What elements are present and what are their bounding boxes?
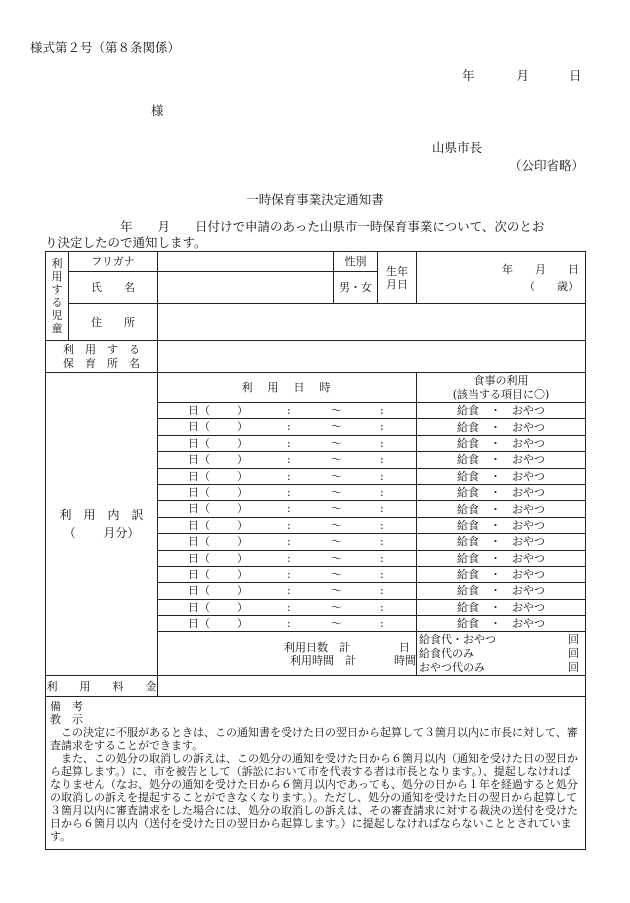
usage-tilde: ～	[331, 535, 342, 549]
usage-meal-choice[interactable]: 給食 ・ おやつ	[417, 501, 586, 517]
usage-day: 日（	[188, 420, 210, 434]
datetime-header: 利 用 日 時	[158, 373, 417, 403]
usage-datetime-cell[interactable]	[158, 452, 417, 468]
usage-start-colon: :	[287, 617, 291, 631]
usage-datetime-cell[interactable]	[158, 501, 417, 517]
usage-meal-choice[interactable]: 給食 ・ おやつ	[417, 435, 586, 451]
seal-note: （公印省略）	[509, 158, 585, 173]
usage-tilde: ～	[331, 584, 342, 598]
issue-date-line	[462, 66, 582, 84]
meal-count-cell	[417, 632, 586, 676]
usage-weekday-close: ）	[237, 551, 248, 565]
meal-both-label: 給食代・おやつ	[419, 632, 496, 646]
usage-weekday-close: ）	[237, 453, 248, 467]
usage-day: 日（	[188, 436, 210, 450]
usage-start-colon: :	[287, 420, 291, 434]
usage-weekday-close: ）	[237, 436, 248, 450]
usage-weekday-close: ）	[237, 502, 248, 516]
usage-datetime-cell[interactable]	[158, 599, 417, 615]
usage-end-colon: :	[380, 453, 384, 467]
usage-weekday-close: ）	[237, 567, 248, 581]
address-label: 住 所	[69, 304, 158, 341]
usage-end-colon: :	[380, 551, 384, 565]
usage-tilde: ～	[331, 617, 342, 631]
sex-options[interactable]: 男・女	[334, 272, 378, 304]
usage-datetime-cell[interactable]	[158, 583, 417, 599]
usage-datetime-cell[interactable]	[158, 517, 417, 533]
instruction-label: 教 示	[50, 713, 83, 727]
usage-tilde: ～	[331, 420, 342, 434]
usage-datetime-cell[interactable]	[158, 566, 417, 582]
usage-day: 日（	[188, 584, 210, 598]
usage-datetime-cell[interactable]	[158, 468, 417, 484]
date-year-label: 年	[462, 68, 475, 83]
meal-snack-label: おやつ代のみ	[419, 660, 485, 674]
form-number: 様式第２号（第８条関係）	[30, 40, 181, 55]
usage-datetime-cell[interactable]	[158, 616, 417, 632]
meal-snack-unit: 回	[568, 660, 579, 674]
usage-tilde: ～	[331, 600, 342, 614]
usage-end-colon: :	[380, 600, 384, 614]
usage-start-colon: :	[287, 502, 291, 516]
furigana-label: フリガナ	[69, 252, 158, 272]
usage-end-colon: :	[380, 404, 384, 417]
usage-weekday-close: ）	[237, 535, 248, 549]
meal-both-unit: 回	[568, 632, 579, 646]
decision-table	[45, 251, 586, 850]
usage-tilde: ～	[331, 469, 342, 483]
usage-start-colon: :	[287, 436, 291, 450]
usage-start-colon: :	[287, 404, 291, 417]
usage-start-colon: :	[287, 584, 291, 598]
usage-meal-choice[interactable]: 給食 ・ おやつ	[417, 403, 586, 419]
usage-tilde: ～	[331, 567, 342, 581]
usage-datetime-cell[interactable]	[158, 484, 417, 500]
notes-paragraph-2: また、この処分の取消しの訴えは、この処分の通知を受けた日から６箇月以内（通知を受けた日の翌日から起算します。）に、市を被告として（訴訟において市を代表する者は市長となります。）、提起しなければなりません（なお、処分の通知を受けた日から６箇月以内であっても、処分の日から１年を経過すると処分の取消しの訴えを提起することができなくなります。）。ただし、処分の通知を受けた日の翌日から起算して３箇月以内に審査請求をした場合には、処分の取消しの訴えは、その審査請求に対する裁決の送付を受けた日から６箇月以内（送付を受けた日の翌日から起算します。）に提起しなければならないこととされています。	[50, 752, 578, 844]
days-total: 利用日数 計 日	[284, 640, 410, 654]
name-field[interactable]	[158, 272, 334, 304]
meal-lunch-label: 給食代のみ	[419, 646, 474, 660]
hours-total: 利用時間 計 時間	[290, 653, 416, 667]
usage-day: 日（	[188, 485, 210, 499]
usage-meal-choice[interactable]: 給食 ・ おやつ	[417, 583, 586, 599]
meal-header: 食事の利用 (該当する項目に〇)	[417, 373, 586, 403]
usage-meal-choice[interactable]: 給食 ・ おやつ	[417, 534, 586, 550]
address-field[interactable]	[158, 304, 586, 341]
usage-end-colon: :	[380, 469, 384, 483]
usage-end-colon: :	[380, 567, 384, 581]
date-month-label: 月	[516, 68, 530, 83]
remarks-label: 備 考	[50, 700, 83, 714]
usage-weekday-close: ）	[237, 485, 248, 499]
usage-day: 日（	[188, 469, 210, 483]
usage-datetime-cell[interactable]	[158, 534, 417, 550]
usage-day: 日（	[188, 600, 210, 614]
usage-meal-choice[interactable]: 給食 ・ おやつ	[417, 566, 586, 582]
usage-day: 日（	[188, 518, 210, 532]
child-section-label: 利用する児童	[46, 252, 69, 341]
usage-datetime-cell[interactable]	[158, 435, 417, 451]
birth-date-label: 生年 月日	[378, 252, 417, 304]
usage-meal-choice[interactable]: 給食 ・ おやつ	[417, 452, 586, 468]
issuer-name: 山県市長	[432, 140, 483, 155]
document-title: 一時保育事業決定通知書	[246, 192, 384, 207]
fee-field[interactable]	[158, 676, 586, 697]
usage-meal-choice[interactable]: 給食 ・ おやつ	[417, 468, 586, 484]
usage-start-colon: :	[287, 567, 291, 581]
usage-weekday-close: ）	[237, 600, 248, 614]
fee-label: 利 用 料 金	[46, 676, 158, 697]
notes-paragraph-1: この決定に不服があるときは、この通知書を受けた日の翌日から起算して３箇月以内に市長に対して、審査請求をすることができます。	[50, 726, 578, 753]
usage-start-colon: :	[287, 535, 291, 549]
usage-weekday-close: ）	[237, 404, 248, 417]
intro-line-1: 年 月 日付けで申請のあった山県市一時保育事業について、次のとお	[120, 219, 545, 234]
usage-meal-choice[interactable]: 給食 ・ おやつ	[417, 599, 586, 615]
usage-end-colon: :	[380, 485, 384, 499]
usage-datetime-cell[interactable]	[158, 419, 417, 435]
usage-day: 日（	[188, 404, 210, 417]
usage-datetime-cell[interactable]	[158, 403, 417, 419]
usage-tilde: ～	[331, 502, 342, 516]
usage-end-colon: :	[380, 518, 384, 532]
usage-end-colon: :	[380, 584, 384, 598]
sex-label: 性別	[334, 252, 378, 272]
usage-day: 日（	[188, 617, 210, 631]
facility-label: 利 用 す る 保 育 所 名	[46, 341, 158, 373]
usage-day: 日（	[188, 502, 210, 516]
usage-day: 日（	[188, 453, 210, 467]
usage-weekday-close: ）	[237, 617, 248, 631]
usage-tilde: ～	[331, 453, 342, 467]
usage-end-colon: :	[380, 502, 384, 516]
usage-start-colon: :	[287, 600, 291, 614]
usage-tilde: ～	[331, 551, 342, 565]
facility-field[interactable]	[158, 341, 586, 373]
usage-day: 日（	[188, 535, 210, 549]
usage-end-colon: :	[380, 535, 384, 549]
birth-date-field[interactable]: 年 月 日 （ 歳）	[417, 252, 586, 304]
usage-start-colon: :	[287, 469, 291, 483]
usage-tilde: ～	[331, 404, 342, 417]
usage-datetime-cell[interactable]	[158, 550, 417, 566]
usage-end-colon: :	[380, 420, 384, 434]
usage-day: 日（	[188, 551, 210, 565]
usage-start-colon: :	[287, 551, 291, 565]
usage-tilde: ～	[331, 518, 342, 532]
usage-tilde: ～	[331, 485, 342, 499]
intro-line-2: り決定したので通知します。	[45, 235, 207, 250]
usage-meal-choice[interactable]: 給食 ・ おやつ	[417, 484, 586, 500]
usage-meal-choice[interactable]: 給食 ・ おやつ	[417, 419, 586, 435]
usage-weekday-close: ）	[237, 420, 248, 434]
name-label: 氏 名	[69, 272, 158, 304]
addressee-honorific: 様	[151, 103, 164, 118]
breakdown-label: 利 用 内 訳 （ 月分）	[46, 373, 158, 676]
usage-weekday-close: ）	[237, 469, 248, 483]
usage-start-colon: :	[287, 453, 291, 467]
usage-day: 日（	[188, 567, 210, 581]
meal-lunch-unit: 回	[568, 646, 579, 660]
notes-section	[46, 697, 586, 850]
usage-weekday-close: ）	[237, 518, 248, 532]
usage-start-colon: :	[287, 518, 291, 532]
usage-meal-choice[interactable]: 給食 ・ おやつ	[417, 550, 586, 566]
usage-tilde: ～	[331, 436, 342, 450]
totals-cell	[158, 632, 417, 676]
furigana-field[interactable]	[158, 252, 334, 272]
date-day-label: 日	[569, 68, 582, 83]
usage-weekday-close: ）	[237, 584, 248, 598]
usage-meal-choice[interactable]: 給食 ・ おやつ	[417, 616, 586, 632]
usage-end-colon: :	[380, 436, 384, 450]
usage-meal-choice[interactable]: 給食 ・ おやつ	[417, 517, 586, 533]
usage-start-colon: :	[287, 485, 291, 499]
usage-end-colon: :	[380, 617, 384, 631]
